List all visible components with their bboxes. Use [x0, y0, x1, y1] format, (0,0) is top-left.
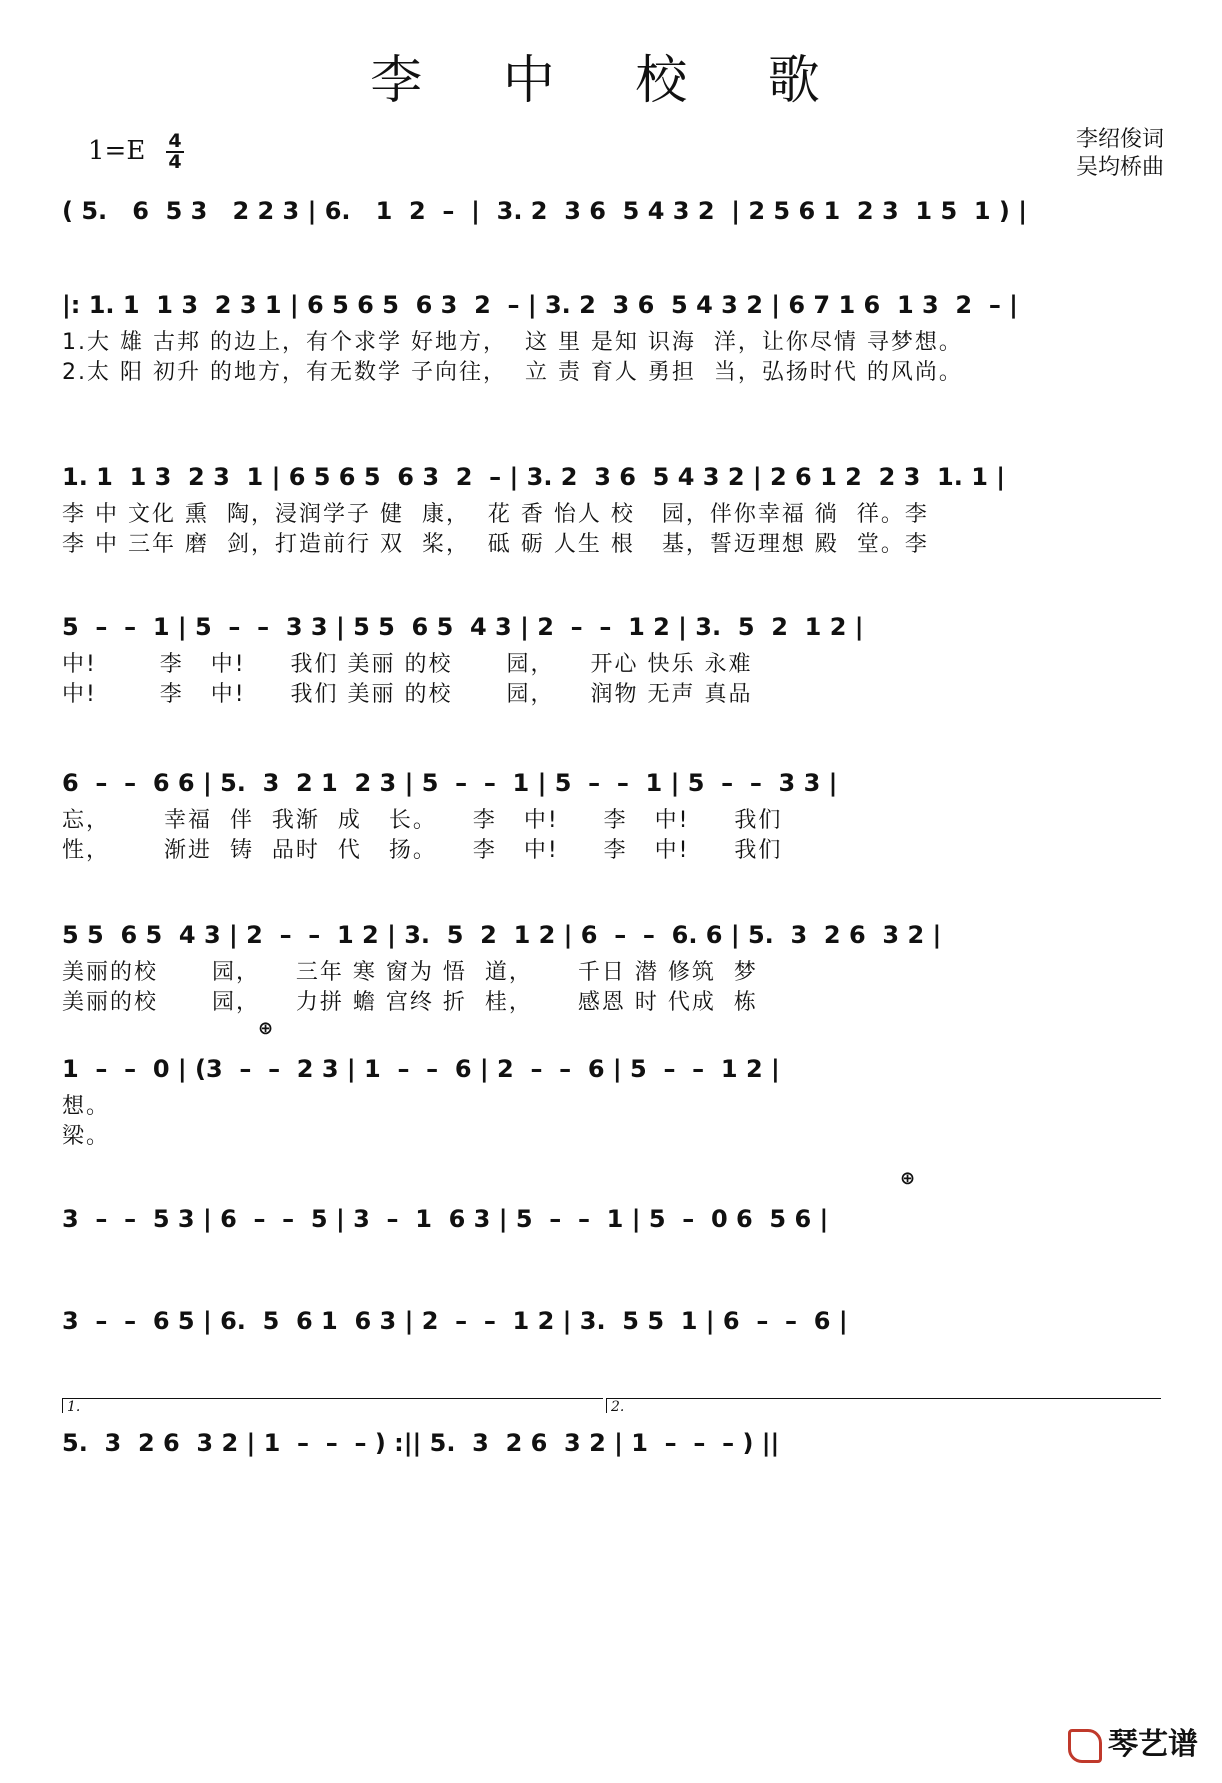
time-signature: [166, 132, 184, 172]
lyric-verse-1: 李 中 文化 熏 陶，浸润学子 健 康， 花 香 怡人 校 园，伴你幸福 徜 徉。李: [62, 502, 929, 527]
logo-icon: [1068, 1729, 1102, 1763]
notation-line: 5 – – 1 | 5 – – 3 3 | 5 5 6 5 4 3 | 2 – – 1 2 | 3. 5 2 1 2 |: [62, 613, 864, 641]
volta-first-ending: 1.: [62, 1398, 603, 1413]
notation-line: |: 1. 1 1 3 2 3 1 | 6 5 6 5 6 3 2 – | 3. 2 3 6 5 4 3 2 | 6 7 1 6 1 3 2 – |: [62, 291, 1018, 319]
score-line: [62, 760, 1166, 866]
score-line: [62, 1196, 1166, 1242]
lyric-verse-2: 2.太 阳 初升 的地方，有无数学 子向往， 立 责 育人 勇担 当，弘扬时代 的风尚。: [62, 360, 963, 385]
lyricist: 李绍俊词: [1075, 127, 1164, 152]
notation-line: 5 5 6 5 4 3 | 2 – – 1 2 | 3. 5 2 1 2 | 6 – – 6. 6 | 5. 3 2 6 3 2 |: [62, 921, 942, 949]
composer: 吴均桥曲: [1075, 155, 1164, 180]
coda-mark-2: ⊕: [900, 1168, 916, 1189]
lyric-verse-2: 美丽的校 园， 力拼 蟾 宫终 折 桂， 感恩 时 代成 栋: [62, 990, 758, 1015]
lyric-verse-1: 中! 李 中! 我们 美丽 的校 园， 开心 快乐 永难: [62, 652, 753, 677]
notation-line: 6 – – 6 6 | 5. 3 2 1 2 3 | 5 – – 1 | 5 – – 1 | 5 – – 3 3 |: [62, 769, 838, 797]
coda-mark-1: ⊕: [258, 1018, 274, 1039]
lyric-verse-2: 李 中 三年 磨 剑，打造前行 双 桨， 砥 砺 人生 根 基，誓迈理想 殿 堂。李: [62, 532, 929, 557]
lyric-verse-1: 美丽的校 园， 三年 寒 窗为 悟 道， 千日 潜 修筑 梦: [62, 960, 758, 985]
notation-line: 5. 3 2 6 3 2 | 1 – – – ) :|| 5. 3 2 6 3 2 | 1 – – – ) ||: [62, 1429, 780, 1457]
notation-line: 1 – – 0 | (3 – – 2 3 | 1 – – 6 | 2 – – 6 | 5 – – 1 2 |: [62, 1055, 780, 1083]
score-line: [62, 1298, 1166, 1344]
score-line: [62, 1046, 1166, 1152]
score-line: [62, 1420, 1166, 1466]
notation-line: 3 – – 6 5 | 6. 5 6 1 6 3 | 2 – – 1 2 | 3. 5 5 1 | 6 – – 6 |: [62, 1307, 848, 1335]
watermark-text: 琴艺谱: [1108, 1727, 1198, 1762]
lyric-verse-2: 梁。: [62, 1124, 111, 1149]
score-line: [62, 454, 1166, 560]
lyric-verse-1: 想。: [62, 1094, 111, 1119]
credits: [1076, 126, 1164, 182]
score-line: [62, 604, 1166, 710]
watermark-logo: [1068, 1719, 1198, 1763]
lyric-verse-2: 性， 渐进 铸 品时 代 扬。 李 中! 李 中! 我们: [62, 838, 783, 863]
score-line: [62, 912, 1166, 1018]
lyric-verse-2: 中! 李 中! 我们 美丽 的校 园， 润物 无声 真品: [62, 682, 753, 707]
time-signature-bottom: 4: [168, 151, 182, 173]
time-signature-top: 4: [168, 130, 182, 152]
notation-line: 1. 1 1 3 2 3 1 | 6 5 6 5 6 3 2 – | 3. 2 3 6 5 4 3 2 | 2 6 1 2 2 3 1. 1 |: [62, 463, 1006, 491]
score-line: [62, 188, 1166, 234]
lyric-verse-1: 1.大 雄 古邦 的边上，有个求学 好地方， 这 里 是知 识海 洋，让你尽情 寻梦想。: [62, 330, 963, 355]
score-line: [62, 282, 1166, 388]
key-signature: 1=E: [88, 136, 146, 166]
notation-line: 3 – – 5 3 | 6 – – 5 | 3 – 1 6 3 | 5 – – 1 | 5 – 0 6 5 6 |: [62, 1205, 829, 1233]
lyric-verse-1: 忘， 幸福 伴 我渐 成 长。 李 中! 李 中! 我们: [62, 808, 783, 833]
volta-second-ending: 2.: [606, 1398, 1161, 1413]
notation-line: ( 5. 6 5 3 2 2 3 | 6. 1 2 – | 3. 2 3 6 5 4 3 2 | 2 5 6 1 2 3 1 5 1 ) |: [62, 197, 1028, 225]
song-title: 李 中 校 歌: [370, 51, 852, 111]
